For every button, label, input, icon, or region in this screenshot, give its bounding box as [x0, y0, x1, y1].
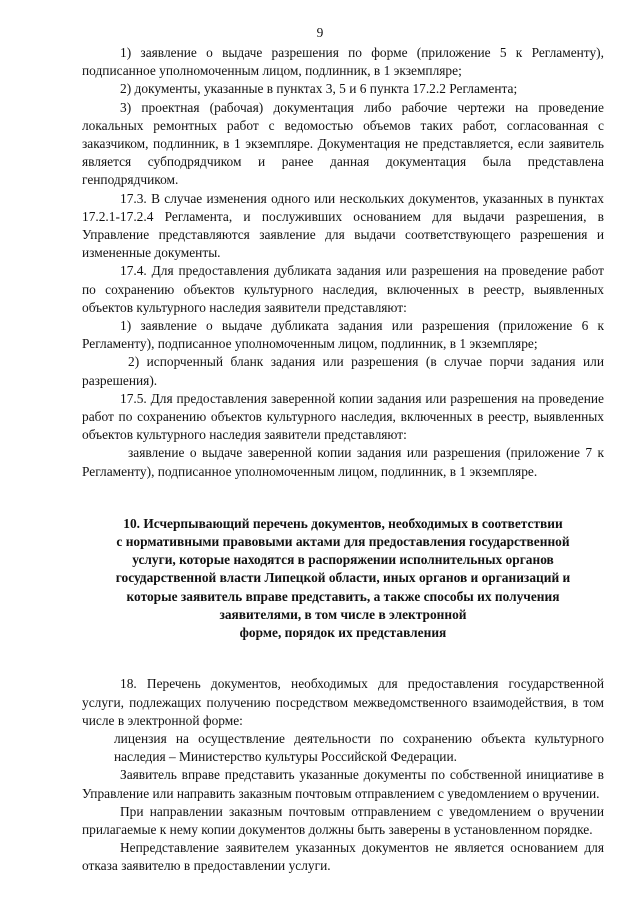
paragraph-item-1: 1) заявление о выдаче разрешения по форме (приложение 5 к Регламенту), подписанное уполномоченным лицом, подлинник, в 1 экземпляре; — [82, 45, 604, 79]
section-heading — [82, 515, 604, 642]
paragraph-mail-copies: При направлении заказным почтовым отправлением с уведомлением о вручении прилагаемые к нему копии документов должны быть заверены в установленном порядке. — [82, 803, 604, 837]
heading-line: которые заявитель вправе представить, а также способы их получения — [126, 588, 560, 604]
paragraph-applicant-right: Заявитель вправе представить указанные документы по собственной инициативе в Управление или направить заказным почтовым отправлением с уведомлением о вручении. — [82, 767, 604, 801]
heading-line: 10. Исчерпывающий перечень документов, необходимых в соответствии — [123, 515, 563, 531]
heading-line: с нормативными правовыми актами для предоставления государственной — [116, 534, 570, 550]
heading-line: форме, порядок их представления — [239, 625, 447, 641]
paragraph-17-4-item-1: 1) заявление о выдаче дубликата задания или разрешения (приложение 6 к Регламенту), подписанное уполномоченным лицом, подлинник, в 1 экземпляре; — [82, 318, 604, 352]
paragraph-17-5: 17.5. Для предоставления заверенной копии задания или разрешения на проведение работ по сохранению объектов культурного наследия, включенных в реестр, выявленных объектов культурного наследия заявители представляют: — [82, 390, 604, 443]
paragraph-license: лицензия на осуществление деятельности по сохранению объекта культурного наследия – Министерство культуры Российской Федерации. — [114, 730, 604, 765]
document-body — [82, 44, 604, 876]
paragraph-item-2: 2) документы, указанные в пунктах 3, 5 и 6 пункта 17.2.2 Регламента; — [120, 81, 518, 97]
heading-line: заявителями, в том числе в электронной — [219, 606, 467, 622]
paragraph-item-3: 3) проектная (рабочая) документация либо рабочие чертежи на проведение локальных ремонтных работ с ведомостью объемов таких работ, согласованная с заказчиком, подлинник, в 1 экземпляре. Документация не представляется, если заявитель является субподрядчиком и ранее данная документация была представлена генподрядчиком. — [82, 99, 604, 188]
heading-line: услуги, которые находятся в распоряжении исполнительных органов — [132, 552, 554, 568]
paragraph-17-3: 17.3. В случае изменения одного или нескольких документов, указанных в пунктах 17.2.1-17.2.4 Регламента, и послуживших основанием для выдачи разрешения, в Управление представляются заявление для выдачи соответствующего разрешения и измененные документы. — [82, 190, 604, 261]
paragraph-18: 18. Перечень документов, необходимых для предоставления государственной услуги, подлежащих получению посредством межведомственного взаимодействия, в том числе в электронной форме: — [82, 676, 604, 728]
page-number: 9 — [316, 25, 324, 40]
paragraph-17-4: 17.4. Для предоставления дубликата задания или разрешения на проведение работ по сохранению объектов культурного наследия, включенных в реестр, выявленных объектов культурного наследия заявители представляют: — [82, 263, 604, 315]
spacer — [82, 481, 604, 515]
paragraph-17-5-item: заявление о выдаче заверенной копии задания или разрешения (приложение 7 к Регламенту), подписанное уполномоченным лицом, подлинник, в 1 экземпляре. — [82, 445, 604, 479]
paragraph-non-submission: Непредставление заявителем указанных документов не является основанием для отказа заявителю в предоставлении услуги. — [82, 840, 604, 874]
spacer — [82, 642, 604, 675]
paragraph-17-4-item-2: 2) испорченный бланк задания или разрешения (в случае порчи задания или разрешения). — [82, 354, 604, 388]
heading-line: государственной власти Липецкой области, иных органов и организаций и — [115, 570, 571, 586]
